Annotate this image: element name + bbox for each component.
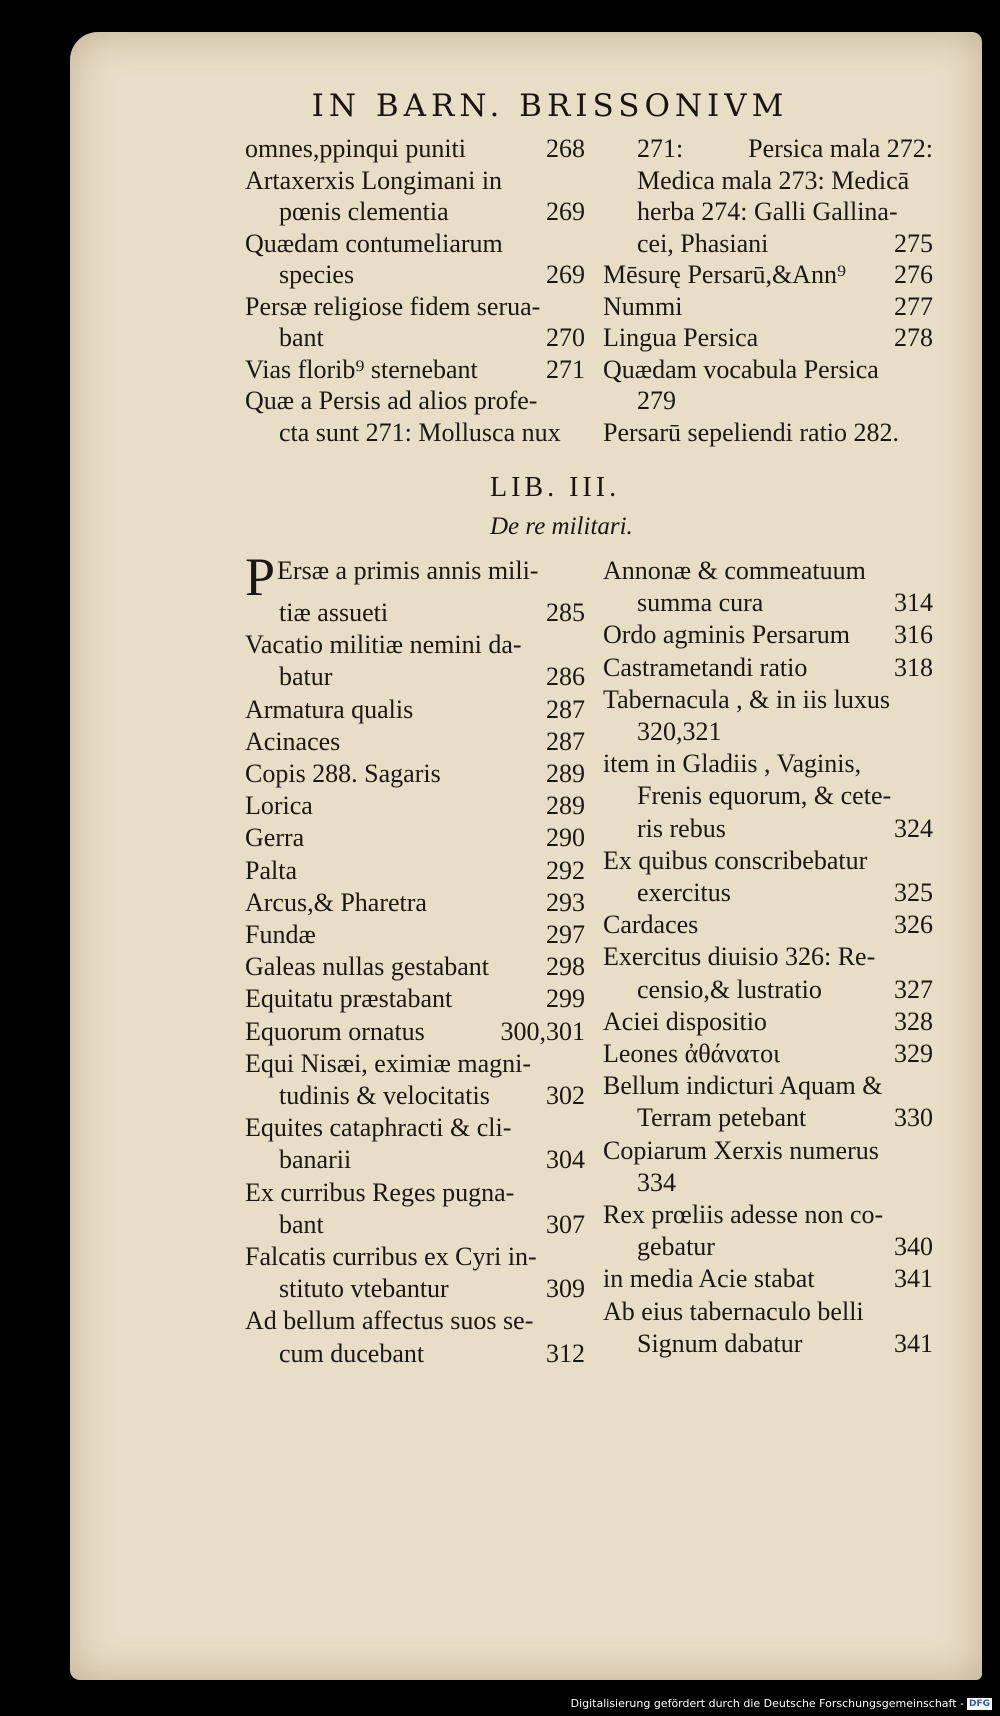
entry-text: Ad bellum affectus suos se- <box>245 1306 534 1336</box>
entry-text: Gerra <box>245 823 305 853</box>
entry-text: species <box>279 260 355 289</box>
drop-cap: P <box>245 547 276 607</box>
entry-page: 289 <box>546 791 585 821</box>
entry-page: 289 <box>546 759 585 789</box>
entry-text: Medica mala 273: Medicā <box>637 165 910 195</box>
entry-text: Copis 288. Sagaris <box>245 759 441 789</box>
book-subheading: De re militari. <box>490 513 633 540</box>
credit-text: Digitalisierung gefördert durch die Deutsche Forschungsgemeinschaft - <box>570 1697 964 1710</box>
entry-text: batur <box>279 662 333 692</box>
entry-text: Signum dabatur <box>637 1328 803 1358</box>
entry-text: Falcatis curribus ex Cyri in- <box>245 1242 537 1272</box>
entry-page: 302 <box>546 1081 585 1111</box>
entry-page: 278 <box>894 323 933 352</box>
index-entry <box>603 196 933 228</box>
entry-page: 304 <box>546 1145 585 1175</box>
entry-page: 292 <box>546 855 585 885</box>
entry-text: Bellum indicturi Aquam & <box>603 1071 883 1101</box>
index-entry <box>603 322 933 354</box>
entry-page: Persica mala 272: <box>748 134 933 163</box>
index-entry <box>603 1199 933 1231</box>
entry-text: Leones ἀθάνατοι <box>603 1039 781 1069</box>
index-entry <box>245 694 585 726</box>
dfg-logo: DFG <box>968 1698 990 1709</box>
entry-page: 299 <box>546 984 585 1014</box>
digitization-credit <box>571 1697 992 1710</box>
index-entry <box>245 758 585 790</box>
entry-text: Arcus,& Pharetra <box>245 887 427 917</box>
entry-text: Rex prœliis adesse non co- <box>603 1200 884 1230</box>
entry-page: 327 <box>894 974 933 1004</box>
index-entry <box>245 1241 585 1273</box>
entry-text: omnes,ppinqui puniti <box>245 134 466 163</box>
index-column-top-right <box>603 133 933 448</box>
entry-text: stituto vtebantur <box>279 1274 449 1304</box>
entry-page: 269 <box>546 197 585 226</box>
entry-text: pœnis clementia <box>279 197 449 226</box>
index-entry <box>245 1048 585 1080</box>
index-entry <box>603 587 933 619</box>
index-entry <box>245 919 585 951</box>
index-entry <box>603 1135 933 1167</box>
entry-text: Tabernacula , & in iis luxus <box>603 684 891 714</box>
index-entry <box>603 354 933 386</box>
entry-page: 286 <box>546 662 585 692</box>
entry-text: Ex curribus Reges pugna- <box>245 1177 515 1207</box>
index-entry <box>245 417 585 449</box>
index-entry <box>603 291 933 323</box>
entry-text: 271: <box>637 134 684 163</box>
entry-text: Quæ a Persis ad alios profe- <box>245 386 538 415</box>
index-entry <box>603 845 933 877</box>
index-entry <box>245 629 585 661</box>
entry-page: 297 <box>546 920 585 950</box>
entry-page: 290 <box>546 823 585 853</box>
entry-text: item in Gladiis , Vaginis, <box>603 749 862 779</box>
entry-text: Persæ religiose fidem serua- <box>245 291 541 321</box>
entry-page: 330 <box>894 1103 933 1133</box>
entry-page: 276 <box>894 260 933 289</box>
book-heading: LIB. III. <box>490 472 621 503</box>
entry-text: cta sunt 271: Mollusca nux <box>279 417 561 447</box>
index-entry <box>603 417 933 449</box>
index-entry <box>245 1209 585 1241</box>
index-entry <box>603 385 933 417</box>
entry-text: 320,321 <box>637 717 722 747</box>
index-entry <box>603 1328 933 1360</box>
entry-page: 309 <box>546 1274 585 1304</box>
entry-text: Mēsurę Persarū,&Ann⁹ <box>603 260 847 289</box>
entry-page: 340 <box>894 1232 933 1262</box>
index-entry <box>245 322 585 354</box>
index-entry <box>245 726 585 758</box>
entry-page: 316 <box>894 620 933 650</box>
index-entry <box>245 1016 585 1048</box>
entry-page: 312 <box>546 1338 585 1368</box>
index-entry <box>603 941 933 973</box>
entry-text: banarii <box>279 1145 352 1175</box>
index-entry <box>245 1305 585 1337</box>
index-entry <box>603 877 933 909</box>
index-column-bottom-left <box>245 547 585 1370</box>
index-entry <box>245 291 585 323</box>
index-entry <box>603 974 933 1006</box>
index-entry <box>603 813 933 845</box>
entry-text: Copiarum Xerxis numerus <box>603 1135 879 1165</box>
entry-text: Frenis equorum, & cete- <box>637 781 892 811</box>
index-entry <box>245 855 585 887</box>
entry-text: Cardaces <box>603 910 699 940</box>
entry-text: Palta <box>245 855 297 885</box>
entry-text: Aciei dispositio <box>603 1006 767 1036</box>
index-entry-first <box>245 547 585 607</box>
index-entry <box>245 790 585 822</box>
entry-text: tudinis & velocitatis <box>279 1081 490 1111</box>
entry-text: Exercitus diuisio 326: Re- <box>603 942 876 972</box>
entry-text: Ab eius tabernaculo belli <box>603 1296 864 1326</box>
entry-text: Quædam contumeliarum <box>245 228 503 258</box>
index-entry <box>245 196 585 228</box>
entry-text: Ersæ a primis annis mili- <box>277 556 539 585</box>
entry-text: Equites cataphracti & cli- <box>245 1113 512 1143</box>
entry-text: in media Acie stabat <box>603 1264 815 1294</box>
entry-text: Equorum ornatus <box>245 1016 425 1046</box>
entry-page: 287 <box>546 726 585 756</box>
index-entry-first-cont <box>245 597 585 629</box>
index-entry <box>245 887 585 919</box>
running-header: IN BARN. BRISSONIVM <box>311 88 789 124</box>
index-entry <box>603 1070 933 1102</box>
entry-page: 285 <box>546 598 585 627</box>
entry-text: summa cura <box>637 588 764 618</box>
entry-page: 326 <box>894 910 933 940</box>
entry-page: 270 <box>546 323 585 352</box>
entry-text: censio,& lustratio <box>637 974 822 1004</box>
index-entry <box>245 259 585 291</box>
index-entry <box>603 716 933 748</box>
index-entry <box>603 1231 933 1263</box>
index-entry <box>603 228 933 260</box>
entry-text: tiæ assueti <box>279 598 389 627</box>
index-entry <box>603 1038 933 1070</box>
index-entry <box>245 1177 585 1209</box>
index-entry <box>245 354 585 386</box>
index-entry <box>245 1112 585 1144</box>
index-entry <box>603 652 933 684</box>
index-entry <box>245 951 585 983</box>
index-entry <box>245 1338 585 1370</box>
entry-page: 277 <box>894 291 933 321</box>
index-entry <box>603 1006 933 1038</box>
index-entry <box>603 909 933 941</box>
entry-page: 300,301 <box>500 1016 585 1046</box>
index-entry <box>245 1080 585 1112</box>
index-entry <box>245 1144 585 1176</box>
entry-text: cei, Phasiani <box>637 228 769 258</box>
entry-page: 287 <box>546 694 585 724</box>
entry-text: herba 274: Galli Gallina- <box>637 197 898 226</box>
entry-page: 325 <box>894 878 933 908</box>
entry-page: 298 <box>546 952 585 982</box>
index-entry <box>603 1296 933 1328</box>
index-entry <box>603 748 933 780</box>
entry-text: 334 <box>637 1167 676 1197</box>
entry-page: 314 <box>894 588 933 618</box>
entry-text: Artaxerxis Longimani in <box>245 165 503 195</box>
entry-text: Galeas nullas gestabant <box>245 952 490 982</box>
entry-text: Terram petebant <box>637 1103 807 1133</box>
entry-page: 275 <box>894 228 933 258</box>
index-entry <box>603 1263 933 1295</box>
entry-page: 293 <box>546 887 585 917</box>
index-entry <box>603 259 933 291</box>
entry-page: 268 <box>546 134 585 163</box>
entry-text: 279 <box>637 386 676 415</box>
entry-text: Equi Nisæi, eximiæ magni- <box>245 1048 531 1078</box>
index-entry <box>245 228 585 260</box>
index-entry <box>603 1102 933 1134</box>
entry-text: Persarū sepeliendi ratio 282. <box>603 417 900 447</box>
entry-text: Armatura qualis <box>245 694 414 724</box>
entry-text: Vias florib⁹ sternebant <box>245 354 478 384</box>
index-entry <box>603 1167 933 1199</box>
entry-text: Castrametandi ratio <box>603 652 808 682</box>
index-entry <box>245 822 585 854</box>
entry-text: Nummi <box>603 291 683 321</box>
entry-text: Annonæ & commeatuum <box>603 556 866 585</box>
entry-page: 307 <box>546 1209 585 1239</box>
entry-text: ris rebus <box>637 813 726 843</box>
entry-text: Vacatio militiæ nemini da- <box>245 630 522 660</box>
index-entry <box>603 780 933 812</box>
entry-text: Equitatu præstabant <box>245 984 453 1014</box>
index-column-top-left <box>245 133 585 448</box>
entry-text: Quædam vocabula Persica <box>603 354 879 384</box>
index-column-bottom-right <box>603 555 933 1360</box>
entry-text: Lingua Persica <box>603 323 759 352</box>
index-entry <box>603 619 933 651</box>
index-entry <box>603 133 933 165</box>
index-entry <box>245 983 585 1015</box>
index-entry <box>245 133 585 165</box>
entry-text: Fundæ <box>245 920 316 950</box>
entry-page: 269 <box>546 260 585 289</box>
entry-page: 329 <box>894 1039 933 1069</box>
index-entry <box>245 1273 585 1305</box>
index-entry <box>603 555 933 587</box>
entry-text: Lorica <box>245 791 313 821</box>
entry-page: 318 <box>894 652 933 682</box>
entry-page: 324 <box>894 813 933 843</box>
entry-text: exercitus <box>637 878 731 908</box>
entry-text: cum ducebant <box>279 1338 425 1368</box>
entry-page: 341 <box>894 1328 933 1358</box>
entry-page: 341 <box>894 1264 933 1294</box>
entry-page: 271 <box>546 354 585 384</box>
entry-text: Ex quibus conscribebatur <box>603 845 868 875</box>
entry-page: 328 <box>894 1006 933 1036</box>
entry-text: Ordo agminis Persarum <box>603 620 850 650</box>
entry-text: Acinaces <box>245 726 341 756</box>
entry-text: bant <box>279 1209 324 1239</box>
index-entry <box>603 684 933 716</box>
index-entry <box>603 165 933 197</box>
index-entry <box>245 385 585 417</box>
entry-text: bant <box>279 323 324 352</box>
index-entry <box>245 661 585 693</box>
entry-text: gebatur <box>637 1232 715 1262</box>
index-entry <box>245 165 585 197</box>
